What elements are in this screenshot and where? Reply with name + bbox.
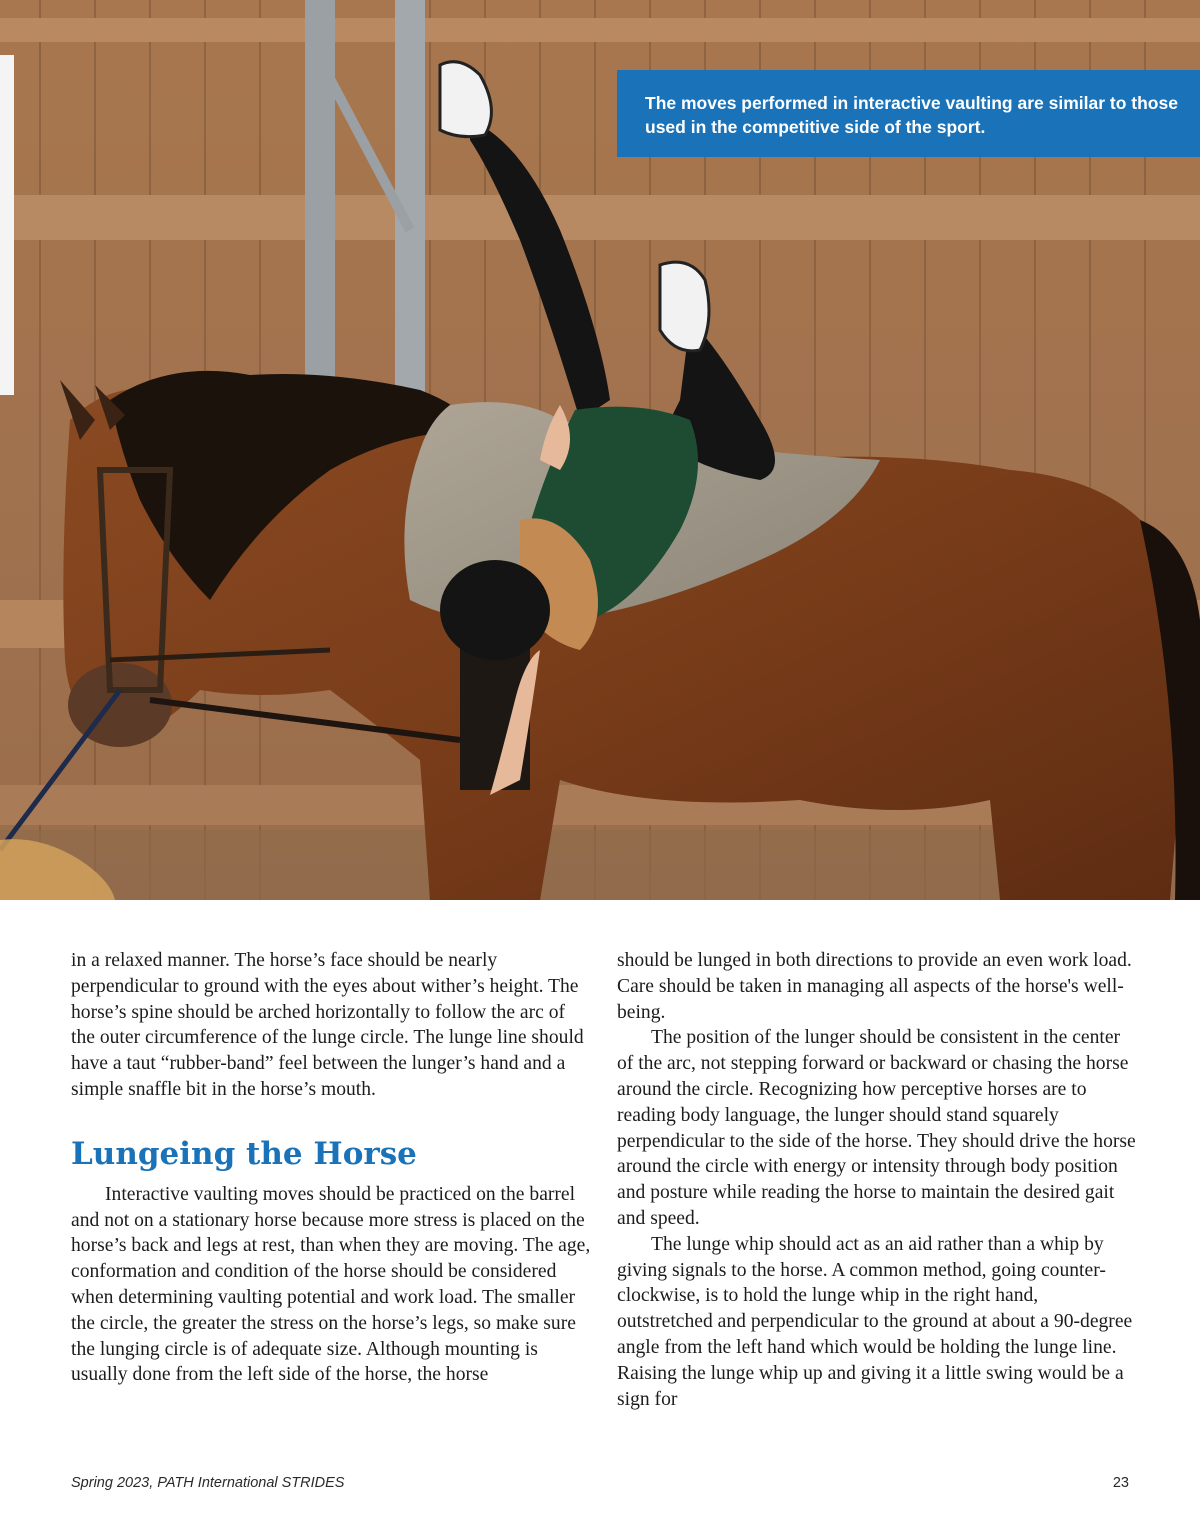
article-left-column	[71, 948, 591, 1388]
article-paragraph: Interactive vaulting moves should be practiced on the barrel and not on a stationary horse because more stress is placed on the horse’s back and legs at rest, than when they are moving. The age, conformation and condition of the horse should be considered when determining vaulting potential and work load. The smaller the circle, the greater the stress on the horse’s legs, so make sure the lunging circle is of adequate size. Although mounting is usually done from the left side of the horse, the horse	[71, 1183, 591, 1386]
section-heading: Lungeing the Horse	[71, 1135, 417, 1172]
article-paragraph: The position of the lunger should be consistent in the center of the arc, not stepping forward or backward or chasing the horse around the circle. Recognizing how perceptive horses are to reading body language, the lunger should stand squarely perpendicular to the side of the horse. They should drive the horse around the circle with energy or intensity through body position and posture while reading the horse to maintain the desired gait and speed.	[617, 1027, 1136, 1229]
article-paragraph: should be lunged in both directions to provide an even work load. Care should be taken in managing all aspects of the horse's well-being.	[617, 950, 1132, 1023]
article-paragraph: in a relaxed manner. The horse’s face should be nearly perpendicular to ground with the eyes about wither’s height. The horse’s spine should be arched horizontally to follow the arc of the outer circumference of the lunge circle. The lunge line should have a taut “rubber-band” feel between the lunger’s hand and a simple snaffle bit in the horse’s mouth.	[71, 950, 584, 1100]
article-right-column	[617, 948, 1137, 1412]
photo-caption: The moves performed in interactive vaulting are similar to those used in the competitive side of the sport.	[617, 70, 1200, 157]
page-number: 23	[1112, 1475, 1129, 1491]
footer-publication: Spring 2023, PATH International STRIDES	[71, 1475, 345, 1491]
article-paragraph: The lunge whip should act as an aid rather than a whip by giving signals to the horse. A common method, going counter-clockwise, is to hold the lunge whip in the right hand, outstretched and perpendicular to the ground at about a 90-degree angle from the left hand which would be holding the lunge line. Raising the lunge whip up and giving it a little swing would be a sign for	[617, 1233, 1133, 1410]
window-edge	[0, 55, 14, 395]
